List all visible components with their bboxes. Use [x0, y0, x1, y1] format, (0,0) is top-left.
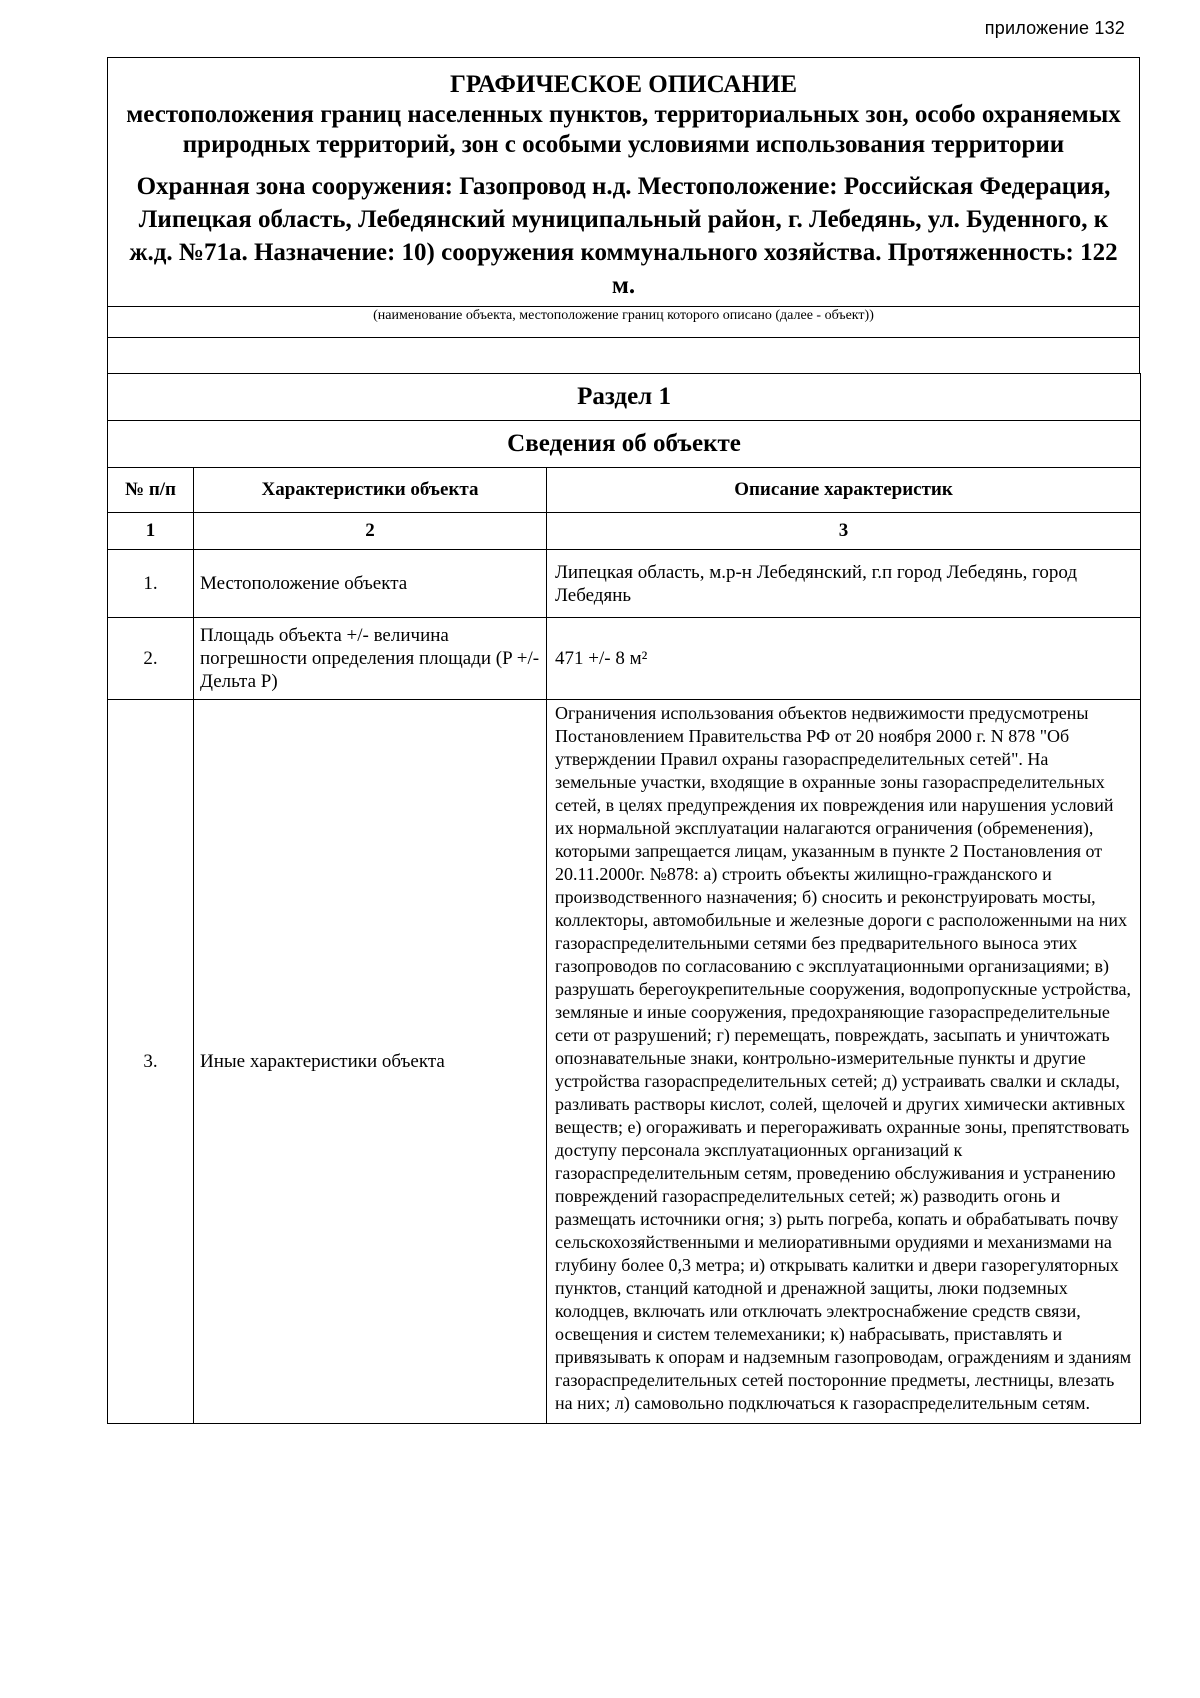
object-caption-text: (наименование объекта, местоположение границ которого описано (далее - объект)): [373, 308, 874, 323]
row-description: Ограничения использования объектов недвижимости предусмотрены Постановлением Правительства РФ от 20 ноября 2000 г. N 878 "Об утверждении Правил охраны газораспределительных сетей". На земельные участки, входящие в охранные зоны газораспределительных сетей, в целях предупреждения их повреждения или нарушения условий их нормальной эксплуатации налагаются ограничения (обременения), которыми запрещается лицам, указанным в пункте 2 Постановления от 20.11.2000г. №878: а) строить объекты жилищно-гражданского и производственного назначения; б) сносить и реконструировать мосты, коллекторы, автомобильные и железные дороги с расположенными на них газораспределительными сетями без предварительного выноса этих газопроводов по согласованию с эксплуатационными организациями; в) разрушать берегоукрепительные сооружения, водопропускные устройства, земляные и иные сооружения, предохраняющие газораспределительные сети от разрушений; г) перемещать, повреждать, засыпать и уничтожать опознавательные знаки, контрольно-измерительные пункты и другие устройства газораспределительных сетей; д) устраивать свалки и склады, разливать растворы кислот, солей, щелочей и других химически активных веществ; е) огораживать и перегораживать охранные зоны, препятствовать доступу персонала эксплуатационных организаций к газораспределительным сетям, проведению обслуживания и устранению повреждений газораспределительных сетей; ж) разводить огонь и размещать источники огня; з) рыть погреба, копать и обрабатывать почву сельскохозяйственными и мелиоративными орудиями и механизмами на глубину более 0,3 метра; и) открывать калитки и двери газорегуляторных пунктов, станций катодной и дренажной защиты, люки подземных колодцев, включать или отключать электроснабжение средств связи, освещения и систем телемеханики; к) набрасывать, приставлять и привязывать к опорам и надземным газопроводам, ограждениям и зданиям газораспределительных сетей посторонние предметы, лестницы, влезать на них; л) самовольно подключаться к газораспределительным сетям.: [547, 700, 1141, 1424]
header-table: [107, 57, 1140, 338]
column-number-row: [108, 513, 1141, 550]
row-number: 3.: [108, 700, 194, 1424]
row-characteristic: Площадь объекта +/- величина погрешности определения площади (P +/- Дельта P): [194, 618, 547, 700]
document-title: ГРАФИЧЕСКОЕ ОПИСАНИЕ: [449, 71, 798, 98]
row-number: 1.: [108, 550, 194, 618]
column-header: Характеристики объекта: [194, 468, 547, 513]
row-number: 2.: [108, 618, 194, 700]
column-header: № п/п: [108, 468, 194, 513]
table-row: [108, 550, 1141, 618]
column-header-row: [108, 468, 1141, 513]
header-block: [108, 58, 1140, 307]
object-description: Охранная зона сооружения: Газопровод н.д. Местоположение: Российская Федерация, Липецкая область, Лебедянский муниципальный район, г. Лебедянь, ул. Буденного, к ж.д. №71а. Назначение: 10) сооружения коммунального хозяйства. Протяженность: 122 м.: [129, 173, 1118, 299]
document-subtitle: местоположения границ населенных пунктов, территориальных зон, особо охраняемых природных территорий, зон с особыми условиями использования территории: [126, 101, 1121, 158]
document-frame: [107, 57, 1140, 1424]
table-row: [108, 618, 1141, 700]
section-title: Раздел 1: [108, 374, 1141, 421]
section-table: [107, 373, 1141, 1424]
table-row: [108, 700, 1141, 1424]
column-number: 3: [547, 513, 1141, 550]
row-description: Липецкая область, м.р-н Лебедянский, г.п город Лебедянь, город Лебедянь: [547, 550, 1141, 618]
blank-spacer: [107, 337, 1140, 374]
column-number: 2: [194, 513, 547, 550]
appendix-label: приложение 132: [984, 18, 1125, 38]
row-description: 471 +/- 8 м²: [547, 618, 1141, 700]
section-subtitle: Сведения об объекте: [108, 421, 1141, 468]
blank-row: [108, 337, 1140, 374]
object-caption: [108, 307, 1140, 338]
column-header: Описание характеристик: [547, 468, 1141, 513]
column-number: 1: [108, 513, 194, 550]
row-characteristic: Местоположение объекта: [194, 550, 547, 618]
row-characteristic: Иные характеристики объекта: [194, 700, 547, 1424]
